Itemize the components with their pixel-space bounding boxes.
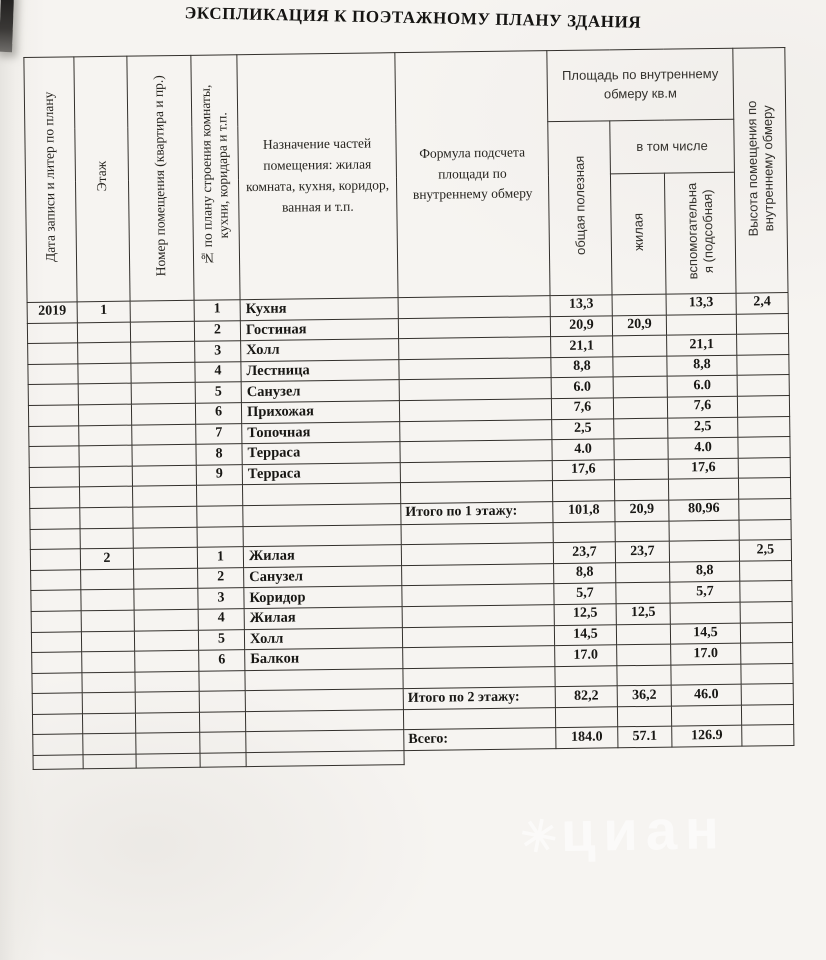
cell-plan-no: 6 [195,403,241,424]
cell-height [741,704,793,725]
cell-plan-no: 2 [194,320,240,341]
cell-room-name: Санузел [244,565,402,588]
cell-height [739,498,791,519]
cell-date [30,549,80,570]
cell-date [31,590,81,611]
cell-area-living: 20,9 [615,500,669,521]
cell-area-living [614,459,668,480]
cell-premise-no [132,424,196,445]
cell-premise-no [135,692,199,713]
cell-area-aux: 7,6 [667,396,737,418]
cell-premise-no [134,568,198,589]
cell-height [738,457,790,478]
cell-premise-no [130,300,194,321]
cell-area-total: 21,1 [551,336,613,357]
col-header-floor-label: Этаж [93,161,110,192]
cell-floor [78,363,131,384]
cell-area-living: 20,9 [612,315,666,336]
cell-area-total [553,521,615,542]
cell-area-living [616,582,670,603]
cell-plan-no: 3 [195,341,241,362]
cell-premise-no [132,465,196,486]
cell-formula [401,543,553,566]
cell-room-name: Кухня [240,298,398,321]
cell-area-aux [669,540,739,562]
cell-area-aux [671,664,741,686]
cell-area-total: 82,2 [555,686,617,707]
cell-premise-no [132,486,196,507]
cell-area-living [613,397,667,418]
cell-premise-no [136,753,200,768]
cell-formula [398,296,550,319]
cell-room-name [243,524,401,547]
cell-floor [82,672,135,693]
cell-plan-no [200,753,246,768]
cell-area-aux: 4.0 [668,437,738,459]
cell-premise-no [131,383,195,404]
cell-area-living [614,418,668,439]
col-header-date-label: Дата записи и литер по плану [41,91,59,263]
cell-formula [403,646,555,669]
cell-floor [79,466,132,487]
cell-area-aux [672,746,742,761]
cell-height [739,519,791,540]
cell-premise-no [132,444,196,465]
cell-plan-no [200,732,246,753]
cell-floor [78,404,131,425]
cell-area-total [552,480,614,501]
cell-area-living: 36,2 [617,685,671,706]
cell-formula [402,625,554,648]
cell-date [28,405,78,426]
cell-height [738,478,790,499]
cell-area-living [613,376,667,397]
cell-floor [78,342,131,363]
cell-room-name [246,730,404,753]
cell-floor [81,569,134,590]
cell-date [32,693,82,714]
cell-area-living: 23,7 [615,541,669,562]
cell-height [738,437,790,458]
cell-formula [402,563,554,586]
cell-premise-no [131,341,195,362]
cell-date [30,528,80,549]
cell-plan-no: 8 [196,444,242,465]
cell-area-aux: 8,8 [670,561,740,583]
cell-formula: Всего: [404,728,556,751]
page-title: ЭКСПЛИКАЦИЯ К ПОЭТАЖНОМУ ПЛАНУ ЗДАНИЯ [184,3,642,32]
cell-area-aux [666,314,736,336]
cell-formula [403,666,555,689]
cell-height [741,643,793,664]
cell-room-name [246,751,404,767]
cell-date [30,508,80,529]
cell-area-living: 57.1 [618,727,672,748]
col-header-date [24,57,77,303]
cell-area-total: 7,6 [551,398,613,419]
col-header-height [733,48,788,294]
cell-formula [399,399,551,422]
col-header-living-label: жилая [630,212,646,251]
cell-date [32,672,82,693]
cell-area-living [617,706,671,727]
cell-floor [79,445,132,466]
cell-area-total: 23,7 [553,542,615,563]
cell-floor [82,713,135,734]
cell-plan-no: 4 [198,609,244,630]
cell-formula [399,337,551,360]
cell-area-living [613,335,667,356]
cell-formula [400,419,552,442]
cell-area-living [616,624,670,645]
cell-room-name: Гостиная [240,318,398,341]
cell-floor [82,692,135,713]
cell-date [28,384,78,405]
cell-formula: Итого по 2 этажу: [403,687,555,710]
cell-area-aux: 8,8 [667,355,737,377]
cell-formula [399,357,551,380]
cell-room-name [245,709,403,732]
cell-floor [79,425,132,446]
cell-area-living [613,356,667,377]
cell-premise-no [130,321,194,342]
cell-height [742,746,794,761]
cell-area-aux [669,520,739,542]
cell-floor [77,322,130,343]
cell-date [31,570,81,591]
cell-room-name: Санузел [241,380,399,403]
cell-plan-no: 4 [195,361,241,382]
cell-area-total [556,748,618,763]
cell-height [741,663,793,684]
cell-area-aux: 17.0 [671,643,741,665]
cell-height: 2,4 [736,293,788,314]
col-header-purpose: Назначение частей помещения: жилая комната, кухня, коридор, ванная и т.п. [237,53,398,300]
watermark [515,796,728,865]
cell-room-name: Жилая [243,545,401,568]
col-header-premise-no-label: Номер помещения (квартира и пр.) [151,75,169,277]
cell-date [27,322,77,343]
cell-height [737,375,789,396]
cell-formula [401,522,553,545]
cell-floor [80,528,133,549]
cell-plan-no: 9 [196,464,242,485]
cell-plan-no: 5 [198,629,244,650]
cell-formula [400,460,552,483]
cell-area-total: 17,6 [552,460,614,481]
cell-height [737,334,789,355]
cell-room-name: Холл [244,627,402,650]
cell-premise-no [133,547,197,568]
cell-floor: 1 [77,301,130,322]
col-header-premise-no [127,55,194,301]
cell-floor [81,631,134,652]
cell-plan-no [196,485,242,506]
cell-room-name [242,483,400,506]
cell-area-aux: 126.9 [672,726,742,748]
cell-area-living [616,562,670,583]
cell-room-name: Прихожая [241,401,399,424]
cell-area-total [555,665,617,686]
cell-area-aux: 14,5 [670,623,740,645]
cell-height [740,560,792,581]
cell-premise-no [134,609,198,630]
cell-area-living [617,665,671,686]
cell-date [32,652,82,673]
cell-plan-no [197,506,243,527]
cell-floor [78,384,131,405]
cell-plan-no [199,691,245,712]
cell-date [29,467,79,488]
cell-area-total: 8,8 [554,563,616,584]
cell-room-name [245,689,403,712]
cell-formula [400,481,552,504]
col-header-auxiliary [664,172,736,294]
cell-area-aux: 13,3 [666,293,736,315]
cell-area-aux: 2,5 [668,417,738,439]
cell-room-name: Лестница [241,359,399,382]
col-header-area-group: Площадь по внутреннему обмеру кв.м [547,48,734,121]
watermark-logo-icon: ✳ [515,809,562,865]
cell-room-name: Холл [241,339,399,362]
cell-floor [81,610,134,631]
col-header-auxiliary-label: вспомогательная (подсобная) [683,182,716,280]
cell-date [31,631,81,652]
cell-date [31,611,81,632]
cell-room-name: Жилая [244,607,402,630]
table-header [24,48,788,303]
cell-height [741,684,793,705]
cell-plan-no [199,670,245,691]
cell-plan-no: 6 [199,650,245,671]
cell-premise-no [135,671,199,692]
cell-height: 2,5 [739,540,791,561]
cell-area-living [612,294,666,315]
cell-area-aux [670,602,740,624]
cell-area-living [614,479,668,500]
cell-date [29,425,79,446]
cell-area-aux: 17,6 [668,458,738,480]
cell-premise-no [133,527,197,548]
cell-area-aux [671,705,741,727]
col-header-living [610,173,666,295]
cell-floor [83,734,136,755]
cell-area-aux: 5,7 [670,581,740,603]
cell-plan-no: 1 [194,300,240,321]
cell-premise-no [134,630,198,651]
col-header-including: в том числе [610,119,735,174]
cell-area-total: 20,9 [550,315,612,336]
cell-area-total: 4.0 [552,439,614,460]
cell-floor: 2 [80,548,133,569]
cell-premise-no [135,650,199,671]
cell-floor [81,589,134,610]
cell-area-aux: 80,96 [669,499,739,521]
cell-height [740,601,792,622]
cell-area-living [618,747,672,762]
cell-formula [402,605,554,628]
cell-floor [80,507,133,528]
watermark-text: циан [560,797,728,864]
cell-plan-no: 2 [198,567,244,588]
explication-table [23,47,794,770]
cell-height [742,725,794,746]
cell-area-living [617,644,671,665]
cell-height [740,622,792,643]
cell-date [29,446,79,467]
cell-premise-no [135,712,199,733]
cell-floor [83,754,136,769]
explication-table-grid [23,47,794,770]
cell-date [33,755,83,770]
cell-date: 2019 [27,302,77,323]
cell-plan-no [197,526,243,547]
cell-area-total: 12,5 [554,604,616,625]
cell-area-total [555,707,617,728]
cell-room-name: Балкон [245,648,403,671]
cell-date [30,487,80,508]
col-header-plan-no [191,55,240,301]
cell-area-total: 17.0 [555,645,617,666]
cell-floor [82,651,135,672]
cell-formula: Итого по 1 этажу: [401,502,553,525]
cell-room-name [243,504,401,527]
cell-room-name: Терраса [242,462,400,485]
cell-room-name [245,668,403,691]
table-body [27,293,794,770]
cell-area-aux: 21,1 [667,334,737,356]
col-header-plan-no-label: № по плану строения комнаты, кухни, коридара и т.п. [198,84,232,266]
cell-area-total: 14,5 [554,624,616,645]
cell-floor [80,486,133,507]
cell-formula [399,378,551,401]
cell-date [32,714,82,735]
cell-area-total: 101,8 [553,501,615,522]
col-header-height-label: Высота помещения по внутреннему обмеру [743,99,777,237]
cell-area-living [615,521,669,542]
cell-area-total: 5,7 [554,583,616,604]
cell-area-living [614,438,668,459]
cell-premise-no [131,362,195,383]
cell-height [737,395,789,416]
cell-area-total: 6.0 [551,377,613,398]
cell-premise-no [131,403,195,424]
cell-formula [404,749,556,765]
cell-plan-no: 5 [195,382,241,403]
col-header-formula: Формула подсчета площади по внутреннему обмеру [395,51,550,298]
cell-date [33,734,83,755]
cell-height [737,354,789,375]
cell-room-name: Коридор [244,586,402,609]
cell-area-total: 13,3 [550,295,612,316]
cell-area-aux: 6.0 [667,376,737,398]
cell-area-aux: 46.0 [671,684,741,706]
col-header-total-useful [548,121,612,296]
cell-room-name: Топочная [242,421,400,444]
col-header-floor [74,56,130,302]
cell-date [28,364,78,385]
cell-area-total: 184.0 [556,727,618,748]
cell-premise-no [136,733,200,754]
cell-plan-no: 1 [197,547,243,568]
cell-height [740,581,792,602]
cell-area-total: 8,8 [551,357,613,378]
cell-date [28,343,78,364]
cell-height [738,416,790,437]
cell-area-aux [668,479,738,501]
cell-premise-no [133,506,197,527]
cell-plan-no [199,712,245,733]
cell-area-total: 2,5 [552,418,614,439]
cell-plan-no: 7 [196,423,242,444]
cell-plan-no: 3 [198,588,244,609]
cell-formula [403,707,555,730]
cell-area-living: 12,5 [616,603,670,624]
cell-premise-no [134,589,198,610]
col-header-total-useful-label: общая полезная [571,156,588,256]
cell-formula [400,440,552,463]
cell-room-name: Терраса [242,442,400,465]
cell-formula [398,316,550,339]
cell-formula [402,584,554,607]
cell-height [736,313,788,334]
